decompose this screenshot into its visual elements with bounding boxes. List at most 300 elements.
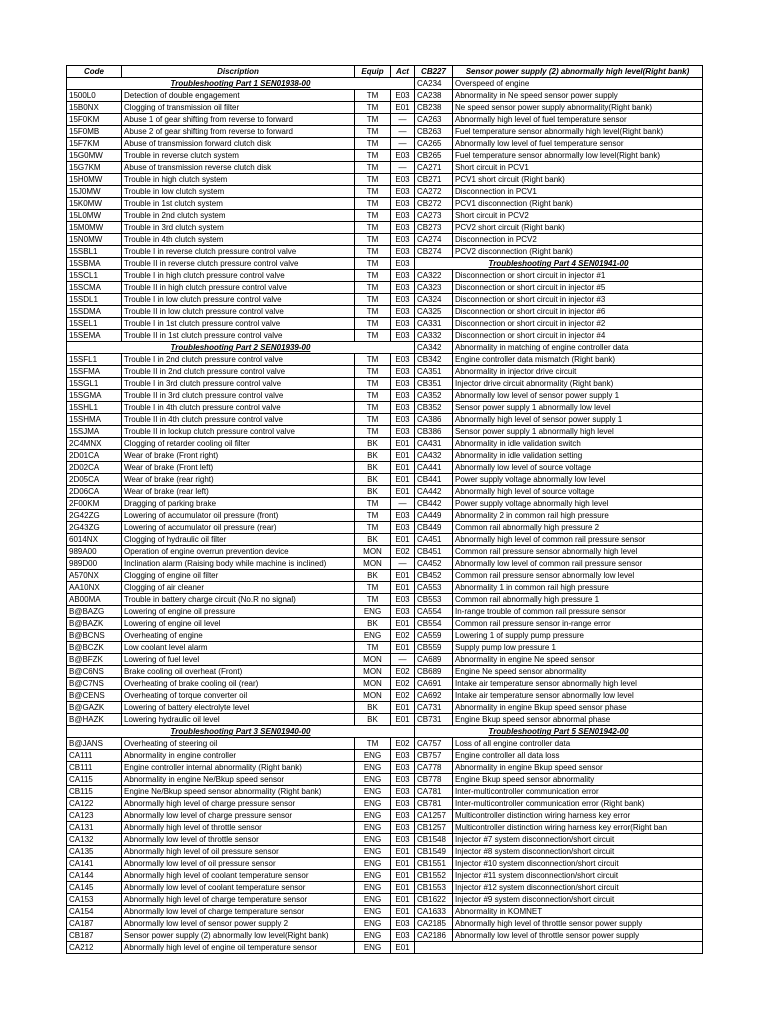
left-equip: TM (355, 330, 391, 342)
right-description: Short circuit in PCV1 (453, 162, 703, 174)
table-row (67, 870, 703, 882)
right-description: In-range trouble of common rail pressure sensor (453, 606, 703, 618)
table-row (67, 510, 703, 522)
left-equip: TM (355, 258, 391, 270)
left-equip: ENG (355, 942, 391, 954)
left-code: B@CENS (67, 690, 122, 702)
left-equip: TM (355, 246, 391, 258)
left-code: 15F0KM (67, 114, 122, 126)
table-row (67, 102, 703, 114)
right-code: CB689 (415, 666, 453, 678)
left-description: Abnormally low level of coolant temperature sensor (122, 882, 355, 894)
left-description: Clogging of engine oil filter (122, 570, 355, 582)
table-row (67, 762, 703, 774)
right-description: Abnormally low level of source voltage (453, 462, 703, 474)
right-code: CB781 (415, 798, 453, 810)
left-description: Abnormally low level of oil pressure sensor (122, 858, 355, 870)
left-description: Abnormally high level of coolant temperature sensor (122, 870, 355, 882)
left-code: B@BFZK (67, 654, 122, 666)
left-equip: TM (355, 114, 391, 126)
left-act: E03 (391, 510, 415, 522)
left-equip: TM (355, 102, 391, 114)
right-description: Supply pump low pressure 1 (453, 642, 703, 654)
left-act: — (391, 126, 415, 138)
left-act: — (391, 138, 415, 150)
left-description: Lowering of accumulator oil pressure (front) (122, 510, 355, 522)
left-description: Detection of double engagement (122, 90, 355, 102)
right-code: CB352 (415, 402, 453, 414)
left-act: E03 (391, 330, 415, 342)
left-description: Inclination alarm (Raising body while machine is inclined) (122, 558, 355, 570)
left-act: E02 (391, 546, 415, 558)
right-code: CA324 (415, 294, 453, 306)
left-description: Trouble in 3rd clutch system (122, 222, 355, 234)
right-description: Engine Ne speed sensor abnormality (453, 666, 703, 678)
table-row (67, 630, 703, 642)
table-row (67, 726, 703, 738)
header-description: Discription (122, 66, 355, 78)
left-equip: TM (355, 282, 391, 294)
left-equip: BK (355, 486, 391, 498)
left-equip: TM (355, 378, 391, 390)
left-code: 15SBMA (67, 258, 122, 270)
left-act: E03 (391, 594, 415, 606)
left-act: E01 (391, 438, 415, 450)
left-code: 15SBL1 (67, 246, 122, 258)
table-row (67, 90, 703, 102)
left-equip: ENG (355, 822, 391, 834)
left-description: Trouble I in high clutch pressure control valve (122, 270, 355, 282)
table-row (67, 522, 703, 534)
table-row (67, 486, 703, 498)
left-act: E01 (391, 450, 415, 462)
left-description: Dragging of parking brake (122, 498, 355, 510)
table-row (67, 222, 703, 234)
right-code: CA554 (415, 606, 453, 618)
right-code: CB559 (415, 642, 453, 654)
left-code: CA131 (67, 822, 122, 834)
right-code: CB553 (415, 594, 453, 606)
left-act: E01 (391, 462, 415, 474)
right-description: Abnormally low level of throttle sensor power supply (453, 930, 703, 942)
right-code: CA442 (415, 486, 453, 498)
right-code: CB238 (415, 102, 453, 114)
right-description: Sensor power supply (2) abnormally high level(Right bank) (453, 66, 703, 78)
right-description: Abnormality 2 in common rail high pressure (453, 510, 703, 522)
left-code: CB115 (67, 786, 122, 798)
right-description: Power supply voltage abnormally high level (453, 498, 703, 510)
right-description: Abnormality in idle validation setting (453, 450, 703, 462)
left-act: — (391, 654, 415, 666)
right-code: CB1549 (415, 846, 453, 858)
left-code: CA212 (67, 942, 122, 954)
left-act: — (391, 162, 415, 174)
right-code: CB274 (415, 246, 453, 258)
right-description: Disconnection or short circuit in injector #1 (453, 270, 703, 282)
left-code: 15G7KM (67, 162, 122, 174)
right-code: CA452 (415, 558, 453, 570)
right-description: Abnormally low level of fuel temperature sensor (453, 138, 703, 150)
left-code: 15SGMA (67, 390, 122, 402)
left-act: E03 (391, 222, 415, 234)
left-code: B@C7NS (67, 678, 122, 690)
table-row (67, 846, 703, 858)
table-row (67, 642, 703, 654)
right-code: CA553 (415, 582, 453, 594)
left-description: Abnormally high level of oil pressure sensor (122, 846, 355, 858)
left-code: 6014NX (67, 534, 122, 546)
right-description: Common rail abnormally high pressure 1 (453, 594, 703, 606)
right-code: CA342 (415, 342, 453, 354)
left-equip: TM (355, 354, 391, 366)
left-code: 15SEMA (67, 330, 122, 342)
right-code: CA271 (415, 162, 453, 174)
table-row (67, 918, 703, 930)
left-code: 989A00 (67, 546, 122, 558)
header-row (67, 66, 703, 78)
table-row (67, 702, 703, 714)
table-row (67, 858, 703, 870)
empty-cell (415, 942, 703, 954)
right-description: PCV1 short circuit (Right bank) (453, 174, 703, 186)
left-code: A570NX (67, 570, 122, 582)
right-code: CA263 (415, 114, 453, 126)
left-description: Trouble in reverse clutch system (122, 150, 355, 162)
left-equip: TM (355, 234, 391, 246)
left-act: E02 (391, 738, 415, 750)
table-row (67, 246, 703, 258)
left-act: E03 (391, 810, 415, 822)
left-act: E02 (391, 690, 415, 702)
table-row (67, 894, 703, 906)
header-equip: Equip (355, 66, 391, 78)
section-heading: Troubleshooting Part 4 SEN01941-00 (415, 258, 703, 270)
left-code: 15L0MW (67, 210, 122, 222)
left-description: Wear of brake (Front right) (122, 450, 355, 462)
left-equip: MON (355, 558, 391, 570)
left-equip: TM (355, 222, 391, 234)
right-description: Injector #8 system disconnection/short circuit (453, 846, 703, 858)
right-description: Fuel temperature sensor abnormally low level(Right bank) (453, 150, 703, 162)
right-code: CB1553 (415, 882, 453, 894)
left-equip: TM (355, 210, 391, 222)
left-code: 15SCMA (67, 282, 122, 294)
left-code: B@GAZK (67, 702, 122, 714)
left-code: CA153 (67, 894, 122, 906)
left-equip: TM (355, 594, 391, 606)
right-description: Injector #11 system disconnection/short circuit (453, 870, 703, 882)
left-code: 15SCL1 (67, 270, 122, 282)
table-row (67, 342, 703, 354)
left-code: 15B0NX (67, 102, 122, 114)
table-row (67, 570, 703, 582)
left-equip: TM (355, 90, 391, 102)
left-act: E03 (391, 750, 415, 762)
right-code: CB442 (415, 498, 453, 510)
left-description: Sensor power supply (2) abnormally low level(Right bank) (122, 930, 355, 942)
right-code: CB386 (415, 426, 453, 438)
left-description: Abnormally low level of sensor power supply 2 (122, 918, 355, 930)
table-row (67, 426, 703, 438)
right-description: Engine controller data mismatch (Right bank) (453, 354, 703, 366)
right-description: Fuel temperature sensor abnormally high level(Right bank) (453, 126, 703, 138)
left-description: Abuse of transmission forward clutch disk (122, 138, 355, 150)
table-row (67, 138, 703, 150)
left-equip: ENG (355, 882, 391, 894)
right-code: CB227 (415, 66, 453, 78)
left-equip: ENG (355, 798, 391, 810)
left-act: E01 (391, 570, 415, 582)
left-code: 15K0MW (67, 198, 122, 210)
table-row (67, 654, 703, 666)
left-act: E03 (391, 762, 415, 774)
table-row (67, 294, 703, 306)
right-code: CA692 (415, 690, 453, 702)
left-act: — (391, 558, 415, 570)
left-equip: BK (355, 474, 391, 486)
left-act: E01 (391, 582, 415, 594)
right-code: CB351 (415, 378, 453, 390)
left-code: CA135 (67, 846, 122, 858)
table-row (67, 282, 703, 294)
left-description: Abnormally low level of charge pressure sensor (122, 810, 355, 822)
left-equip: ENG (355, 750, 391, 762)
table-row (67, 366, 703, 378)
right-description: Inter-multicontroller communication error (Right bank) (453, 798, 703, 810)
left-description: Lowering of engine oil level (122, 618, 355, 630)
left-description: Abuse 2 of gear shifting from reverse to forward (122, 126, 355, 138)
right-description: PCV1 disconnection (Right bank) (453, 198, 703, 210)
left-code: CA141 (67, 858, 122, 870)
right-code: CB449 (415, 522, 453, 534)
table-row (67, 582, 703, 594)
right-code: CA265 (415, 138, 453, 150)
left-code: 15J0MW (67, 186, 122, 198)
left-equip: TM (355, 642, 391, 654)
left-description: Trouble I in 3rd clutch pressure control valve (122, 378, 355, 390)
left-description: Overheating of engine (122, 630, 355, 642)
left-act: E01 (391, 858, 415, 870)
left-act: E01 (391, 618, 415, 630)
left-act: E03 (391, 414, 415, 426)
left-code: 15SEL1 (67, 318, 122, 330)
left-equip: TM (355, 318, 391, 330)
left-equip: ENG (355, 918, 391, 930)
right-code: CA781 (415, 786, 453, 798)
right-code: CB441 (415, 474, 453, 486)
table-row (67, 162, 703, 174)
right-code: CB731 (415, 714, 453, 726)
left-description: Lowering of accumulator oil pressure (rear) (122, 522, 355, 534)
left-equip: BK (355, 714, 391, 726)
left-act: E03 (391, 402, 415, 414)
left-act: E03 (391, 174, 415, 186)
right-description: Abnormally high level of sensor power supply 1 (453, 414, 703, 426)
table-row (67, 270, 703, 282)
left-act: — (391, 498, 415, 510)
left-equip: ENG (355, 870, 391, 882)
table-row (67, 546, 703, 558)
table-row (67, 498, 703, 510)
left-description: Trouble II in low clutch pressure control valve (122, 306, 355, 318)
left-code: CA123 (67, 810, 122, 822)
left-description: Abuse of transmission reverse clutch disk (122, 162, 355, 174)
left-equip: ENG (355, 762, 391, 774)
left-equip: ENG (355, 858, 391, 870)
left-equip: TM (355, 198, 391, 210)
right-description: Abnormally high level of source voltage (453, 486, 703, 498)
left-description: Lowering hydraulic oil level (122, 714, 355, 726)
table-row (67, 798, 703, 810)
right-code: CB1257 (415, 822, 453, 834)
right-description: Disconnection or short circuit in injector #6 (453, 306, 703, 318)
right-description: Intake air temperature sensor abnormally high level (453, 678, 703, 690)
left-description: Wear of brake (Front left) (122, 462, 355, 474)
left-equip: TM (355, 150, 391, 162)
right-description: Disconnection or short circuit in injector #5 (453, 282, 703, 294)
left-description: Abnormally high level of throttle sensor (122, 822, 355, 834)
left-description: Engine Ne/Bkup speed sensor abnormality (Right bank) (122, 786, 355, 798)
right-description: Abnormality in injector drive circuit (453, 366, 703, 378)
right-code: CB342 (415, 354, 453, 366)
left-code: B@HAZK (67, 714, 122, 726)
left-act: E03 (391, 786, 415, 798)
right-description: Abnormally low level of common rail pressure sensor (453, 558, 703, 570)
left-code: 989D00 (67, 558, 122, 570)
left-code: 2G43ZG (67, 522, 122, 534)
right-description: Disconnection or short circuit in injector #4 (453, 330, 703, 342)
left-act: E03 (391, 270, 415, 282)
right-code: CB452 (415, 570, 453, 582)
left-act: E03 (391, 246, 415, 258)
section-heading: Troubleshooting Part 3 SEN01940-00 (67, 726, 415, 738)
right-description: Sensor power supply 1 abnormally high level (453, 426, 703, 438)
left-description: Trouble in low clutch system (122, 186, 355, 198)
left-description: Lowering of engine oil pressure (122, 606, 355, 618)
table-row (67, 906, 703, 918)
left-equip: MON (355, 690, 391, 702)
right-description: Abnormality in engine Bkup speed sensor phase (453, 702, 703, 714)
left-act: — (391, 114, 415, 126)
table-row (67, 114, 703, 126)
left-act: E01 (391, 486, 415, 498)
left-act: E01 (391, 906, 415, 918)
left-equip: TM (355, 174, 391, 186)
left-act: E03 (391, 378, 415, 390)
left-description: Abnormally high level of charge temperature sensor (122, 894, 355, 906)
left-description: Abnormality in engine controller (122, 750, 355, 762)
left-code: B@JANS (67, 738, 122, 750)
left-code: 15SDL1 (67, 294, 122, 306)
table-row (67, 690, 703, 702)
left-code: B@BCZK (67, 642, 122, 654)
left-equip: ENG (355, 774, 391, 786)
left-equip: TM (355, 582, 391, 594)
right-code: CB272 (415, 198, 453, 210)
left-act: E03 (391, 354, 415, 366)
left-equip: TM (355, 138, 391, 150)
left-equip: TM (355, 522, 391, 534)
left-code: 15SFL1 (67, 354, 122, 366)
left-equip: TM (355, 294, 391, 306)
left-code: B@BAZG (67, 606, 122, 618)
right-code: CA757 (415, 738, 453, 750)
header-code: Code (67, 66, 122, 78)
left-equip: ENG (355, 834, 391, 846)
right-code: CB271 (415, 174, 453, 186)
left-description: Trouble I in reverse clutch pressure control valve (122, 246, 355, 258)
left-equip: TM (355, 414, 391, 426)
right-code: CA323 (415, 282, 453, 294)
left-description: Overheating of brake cooling oil (rear) (122, 678, 355, 690)
left-code: CA187 (67, 918, 122, 930)
table-row (67, 450, 703, 462)
right-code: CB273 (415, 222, 453, 234)
table-row (67, 354, 703, 366)
table-row (67, 474, 703, 486)
left-description: Abnormality in engine Ne/Bkup speed sensor (122, 774, 355, 786)
right-code: CA234 (415, 78, 453, 90)
left-description: Abnormally low level of throttle sensor (122, 834, 355, 846)
right-code: CA449 (415, 510, 453, 522)
right-code: CA1633 (415, 906, 453, 918)
left-description: Trouble I in low clutch pressure control valve (122, 294, 355, 306)
right-code: CA352 (415, 390, 453, 402)
left-act: E03 (391, 522, 415, 534)
left-code: CA115 (67, 774, 122, 786)
right-code: CA386 (415, 414, 453, 426)
left-code: 1500L0 (67, 90, 122, 102)
table-row (67, 462, 703, 474)
left-code: 15SDMA (67, 306, 122, 318)
left-code: 15SFMA (67, 366, 122, 378)
left-equip: ENG (355, 930, 391, 942)
left-act: E03 (391, 306, 415, 318)
right-code: CA431 (415, 438, 453, 450)
right-code: CB778 (415, 774, 453, 786)
left-act: E01 (391, 882, 415, 894)
right-description: Abnormally low level of sensor power supply 1 (453, 390, 703, 402)
left-act: E01 (391, 714, 415, 726)
left-act: E03 (391, 774, 415, 786)
right-code: CA432 (415, 450, 453, 462)
left-equip: TM (355, 306, 391, 318)
left-code: B@BCNS (67, 630, 122, 642)
table-row (67, 714, 703, 726)
right-description: Sensor power supply 1 abnormally low level (453, 402, 703, 414)
right-code: CA2186 (415, 930, 453, 942)
left-equip: BK (355, 462, 391, 474)
left-act: E03 (391, 150, 415, 162)
table-row (67, 666, 703, 678)
right-description: Disconnection or short circuit in injector #3 (453, 294, 703, 306)
right-code: CA272 (415, 186, 453, 198)
left-equip: TM (355, 510, 391, 522)
right-description: Injector #10 system disconnection/short circuit (453, 858, 703, 870)
left-description: Trouble in 1st clutch system (122, 198, 355, 210)
table-row (67, 438, 703, 450)
table-row (67, 930, 703, 942)
left-description: Operation of engine overrun prevention device (122, 546, 355, 558)
right-code: CA331 (415, 318, 453, 330)
table-row (67, 534, 703, 546)
left-act: E03 (391, 90, 415, 102)
left-act: E03 (391, 234, 415, 246)
left-description: Abnormally low level of charge temperature sensor (122, 906, 355, 918)
left-equip: TM (355, 426, 391, 438)
left-code: AB00MA (67, 594, 122, 606)
right-description: Inter-multicontroller communication error (453, 786, 703, 798)
